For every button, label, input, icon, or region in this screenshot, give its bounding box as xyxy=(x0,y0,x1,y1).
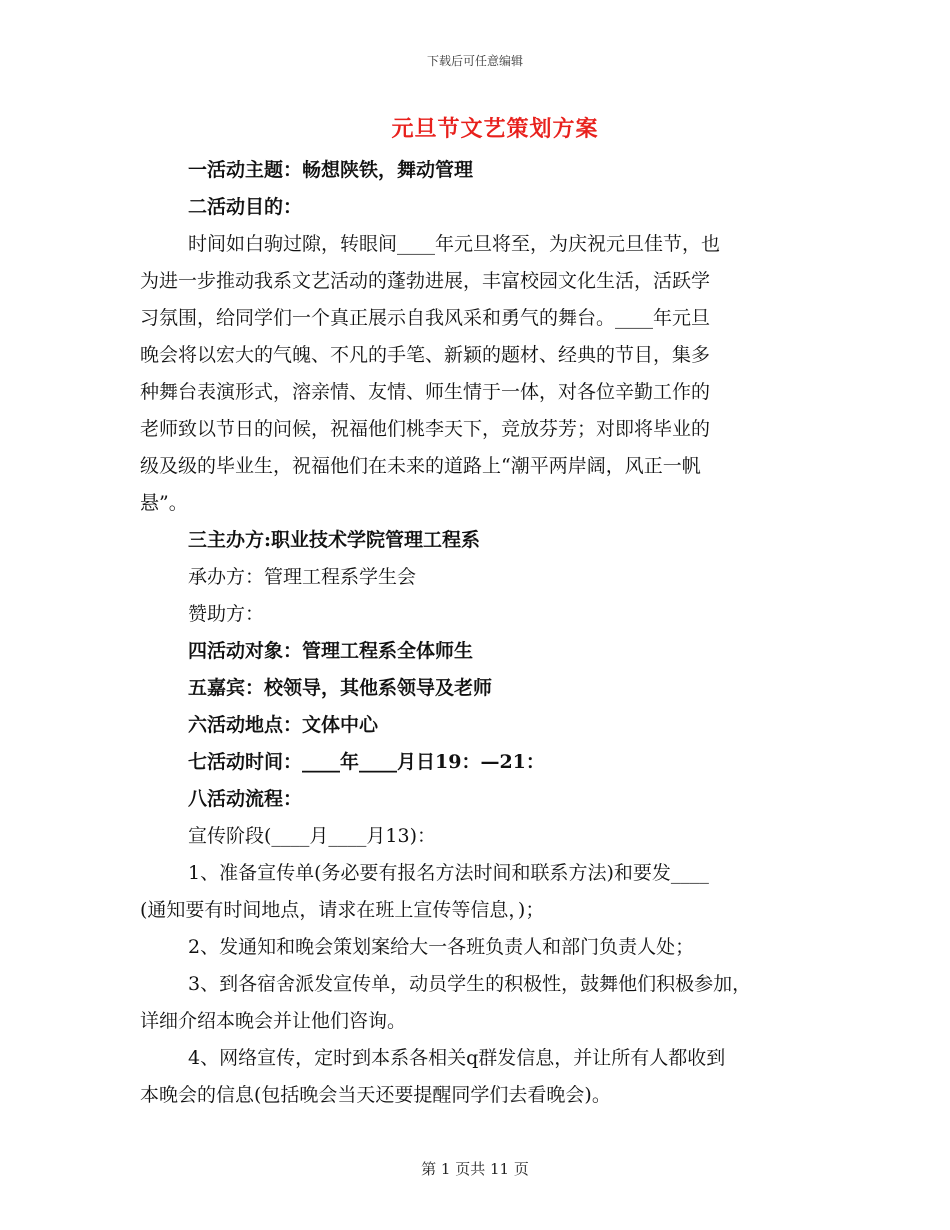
text-line: 老师致以节日的问候，祝福他们桃李天下，竞放芬芳；对即将毕业的 xyxy=(140,418,711,440)
text-line: 时间如白驹过隙，转眼间____年元旦将至，为庆祝元旦佳节，也 xyxy=(188,233,721,255)
text-line: 种舞台表演形式，溶亲情、友情、师生情于一体，对各位辛勤工作的 xyxy=(140,381,711,403)
text-line: 六活动地点：文体中心 xyxy=(188,714,379,736)
text-line: 宣传阶段(____月____月13)： xyxy=(188,825,437,847)
text-line: 八活动流程： xyxy=(188,788,303,810)
text-line: 承办方：管理工程系学生会 xyxy=(188,566,417,588)
text-line: 习氛围，给同学们一个真正展示自我风采和勇气的舞台。____年元旦 xyxy=(140,307,711,329)
text-line: 本晚会的信息(包括晚会当天还要提醒同学们去看晚会)。 xyxy=(140,1084,611,1106)
text-line: (通知要有时间地点，请求在班上宣传等信息，)； xyxy=(140,899,545,921)
document-body xyxy=(140,152,820,1114)
text-line: 七活动时间：____年____月日19：—21： xyxy=(188,751,545,773)
text-line: 三主办方:职业技术学院管理工程系 xyxy=(188,529,481,551)
text-line: 赞助方： xyxy=(188,603,265,625)
text-line: 2、发通知和晚会策划案给大一各班负责人和部门负责人处； xyxy=(188,936,695,958)
text-line: 3、到各宿舍派发宣传单，动员学生的积极性，鼓舞他们积极参加， xyxy=(188,973,752,995)
text-line: 四活动对象：管理工程系全体师生 xyxy=(188,640,474,662)
text-line: 为进一步推动我系文艺活动的蓬勃进展，丰富校园文化生活，活跃学 xyxy=(140,270,711,292)
text-line: 详细介绍本晚会并让他们咨询。 xyxy=(140,1010,407,1032)
text-line: 晚会将以宏大的气魄、不凡的手笔、新颖的题材、经典的节目，集多 xyxy=(140,344,711,366)
document-title: 元旦节文艺策划方案 xyxy=(391,116,599,142)
page-footer: 第 1 页共 11 页 xyxy=(421,1160,529,1178)
text-line: 4、网络宣传，定时到本系各相关q群发信息，并让所有人都收到 xyxy=(188,1047,726,1069)
text-line: 五嘉宾：校领导，其他系领导及老师 xyxy=(188,677,493,699)
text-line: 1、准备宣传单(务必要有报名方法时间和联系方法)和要发____ xyxy=(188,862,709,884)
text-line: 悬”。 xyxy=(140,492,188,514)
text-line: 一活动主题：畅想陕铁，舞动管理 xyxy=(188,159,474,181)
text-line: 二活动目的： xyxy=(188,196,303,218)
header-note: 下载后可任意编辑 xyxy=(426,54,523,68)
text-line: 级及级的毕业生，祝福他们在未来的道路上“潮平两岸阔，风正一帆 xyxy=(140,455,701,477)
